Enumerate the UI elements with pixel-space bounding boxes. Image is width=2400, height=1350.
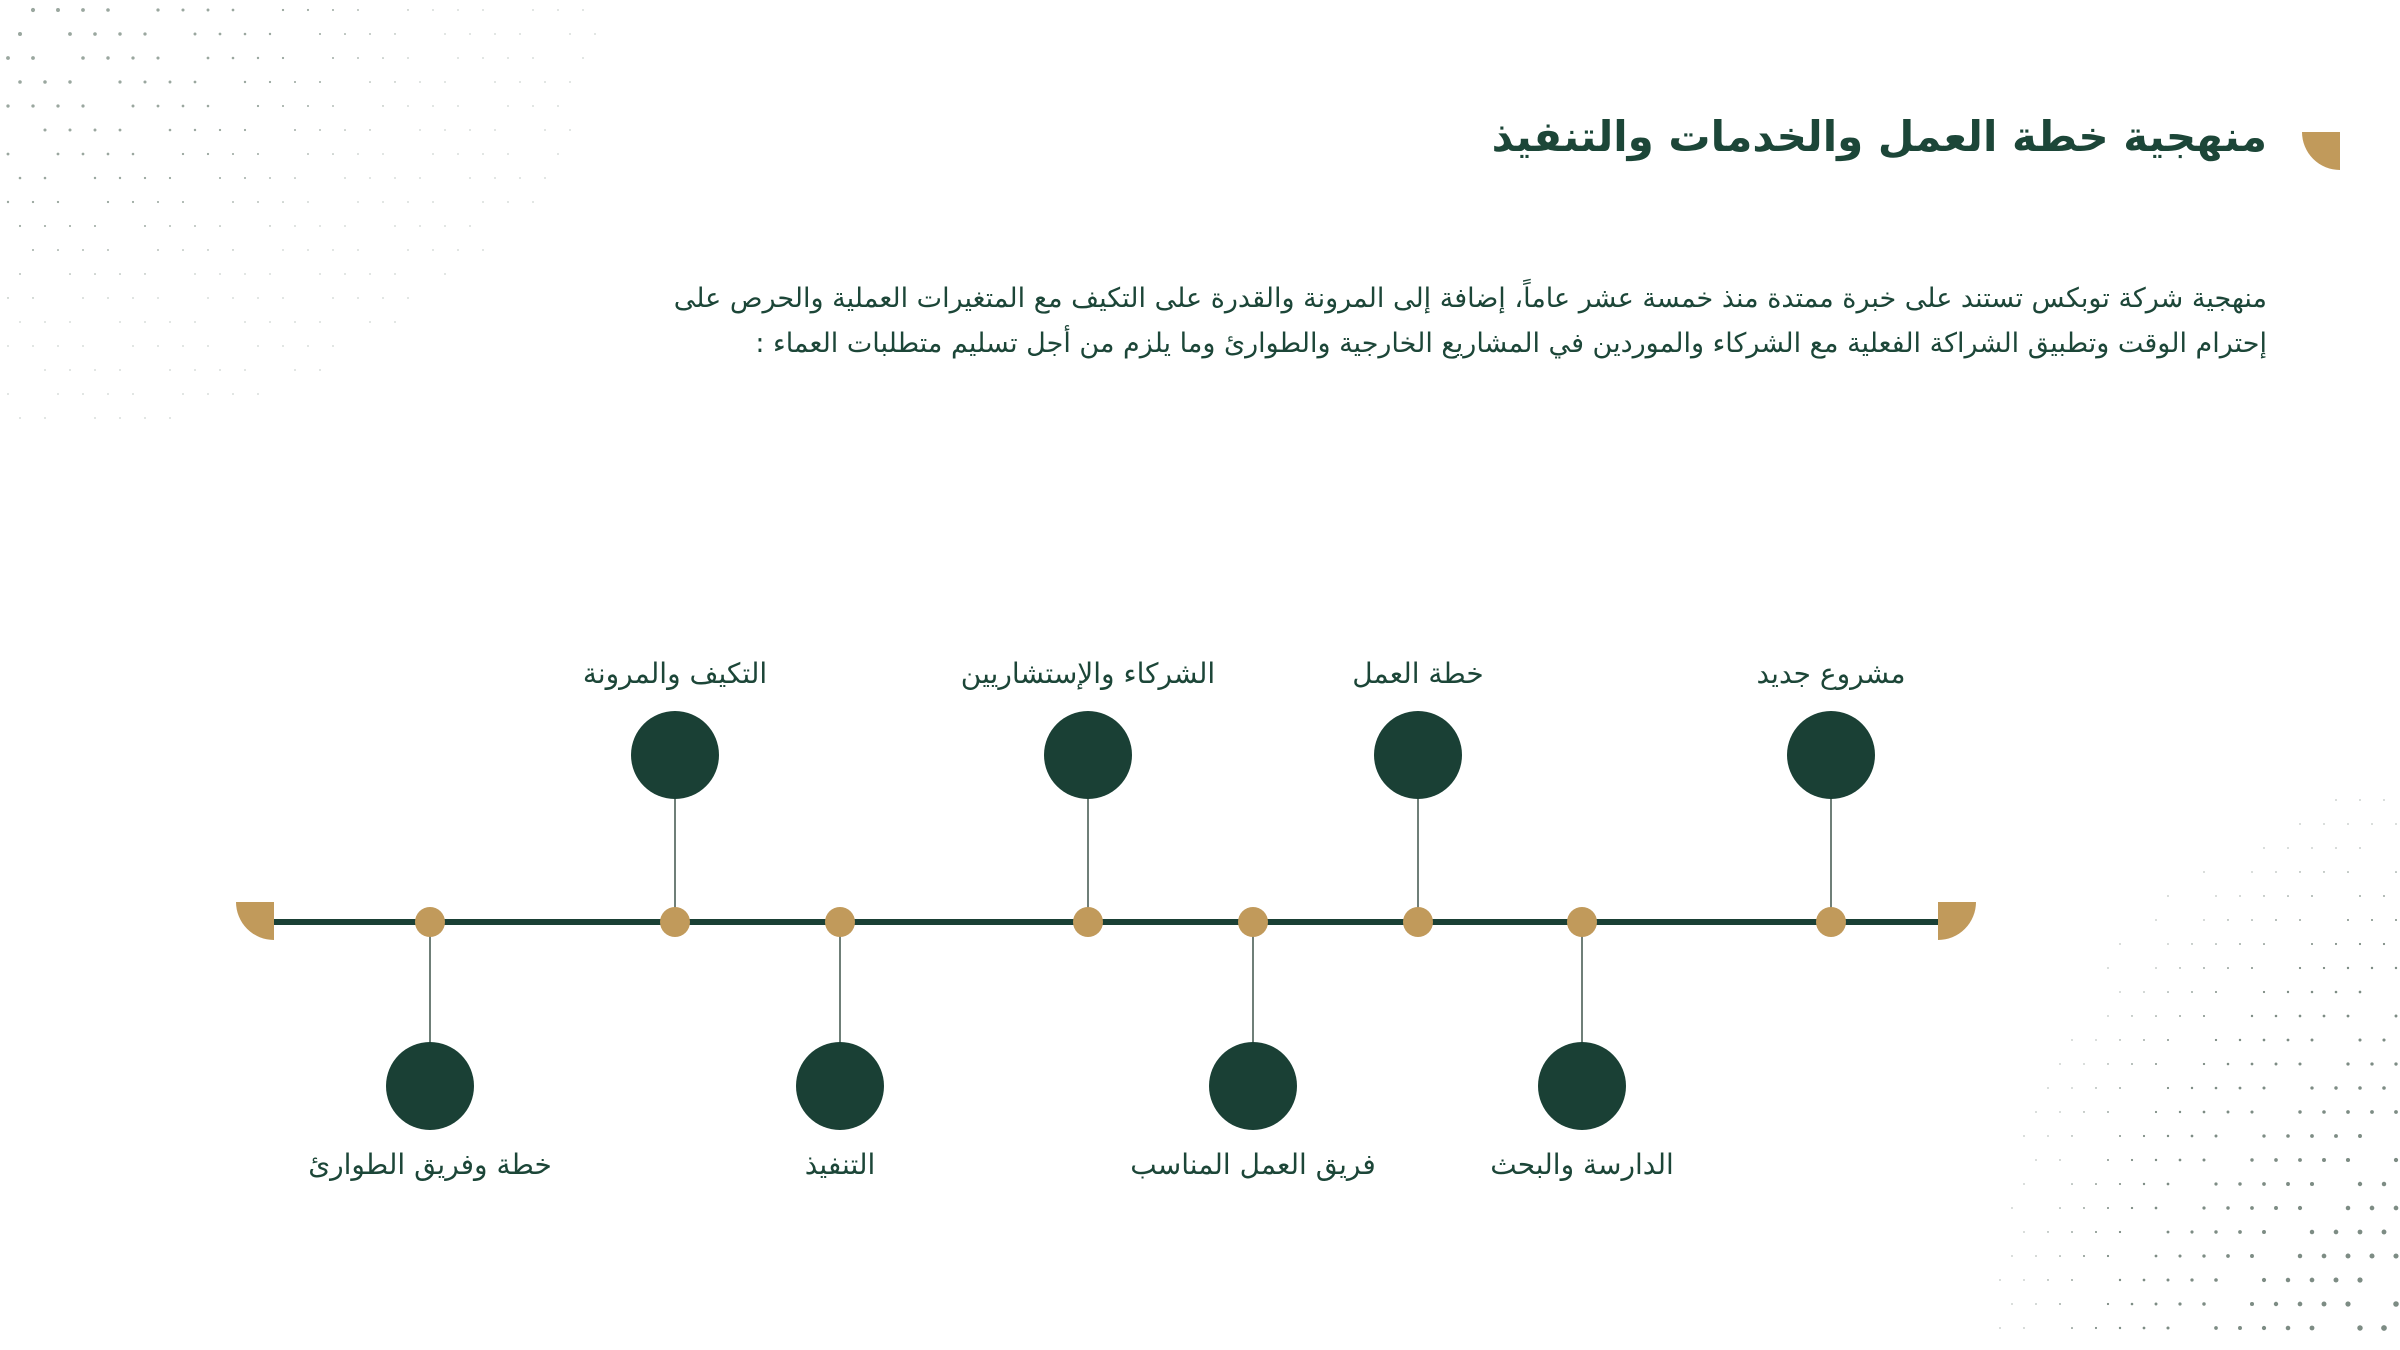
- timeline-step: [583, 657, 767, 937]
- step-node-dot: [1073, 907, 1103, 937]
- step-circle: [386, 1042, 474, 1130]
- timeline-end-cap: [1938, 902, 1976, 940]
- step-node-dot: [1816, 907, 1846, 937]
- step-circle: [1044, 711, 1132, 799]
- timeline-step: [796, 907, 884, 1181]
- step-node-dot: [1567, 907, 1597, 937]
- step-label: خطة العمل: [1352, 657, 1484, 690]
- step-node-dot: [825, 907, 855, 937]
- step-circle: [796, 1042, 884, 1130]
- intro-paragraph: منهجية شركة توبكس تستند على خبرة ممتدة منذ خمسة عشر عاماً، إضافة إلى المرونة والقدرة على التكيف مع المتغيرات العملية والحرص على إحترام الوقت وتطبيق الشراكة الفعلية مع الشركاء والموردين في المشاريع الخارجية والطوارئ وما يلزم من أجل تسليم متطلبات العماء :: [673, 283, 2267, 359]
- step-circle: [1374, 711, 1462, 799]
- step-label: فريق العمل المناسب: [1130, 1148, 1376, 1181]
- timeline-step: [1352, 657, 1483, 937]
- timeline-step: [961, 657, 1215, 937]
- step-node-dot: [1403, 907, 1433, 937]
- step-label: خطة وفريق الطوارئ: [308, 1148, 552, 1181]
- step-circle: [1538, 1042, 1626, 1130]
- timeline-step: [308, 907, 552, 1181]
- step-circle: [1209, 1042, 1297, 1130]
- step-node-dot: [1238, 907, 1268, 937]
- step-label: التنفيذ: [804, 1148, 876, 1181]
- step-label: التكيف والمرونة: [582, 657, 768, 690]
- timeline-start-cap: [236, 902, 274, 940]
- step-label: مشروع جديد: [1756, 657, 1906, 690]
- step-label: الشركاء والإستشاريين: [960, 657, 1216, 690]
- page-title: منهجية خطة العمل والخدمات والتنفيذ: [1491, 112, 2267, 161]
- step-circle: [1787, 711, 1875, 799]
- step-node-dot: [660, 907, 690, 937]
- step-circle: [631, 711, 719, 799]
- timeline-step: [1130, 907, 1375, 1181]
- step-node-dot: [415, 907, 445, 937]
- step-label: الدارسة والبحث: [1490, 1148, 1674, 1181]
- timeline-step: [1756, 657, 1905, 937]
- timeline-step: [1490, 907, 1674, 1181]
